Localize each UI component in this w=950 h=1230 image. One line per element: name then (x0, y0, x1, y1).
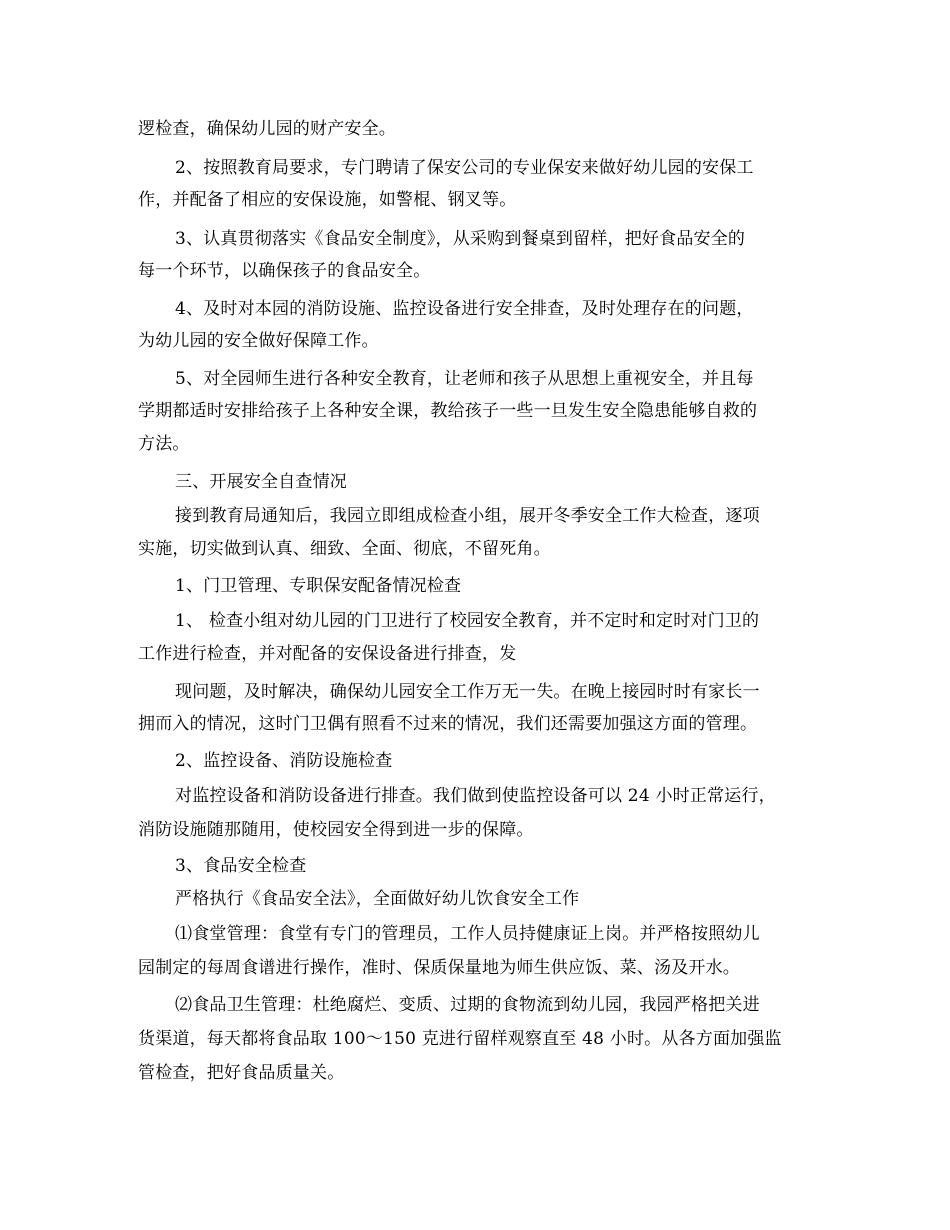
text-line: ⑴食堂管理：食堂有专门的管理员，工作人员持健康证上岗。并严格按照幼儿 (175, 924, 760, 944)
subsection-heading: 2、监控设备、消防设施检查 (175, 751, 393, 771)
text-line: 2、按照教育局要求，专门聘请了保安公司的专业保安来做好幼儿园的安保工 (175, 158, 754, 178)
subsection-heading: 1、门卫管理、专职保安配备情况检查 (175, 576, 462, 596)
text-line: 对监控设备和消防设备进行排查。我们做到使监控设备可以 24 小时正常运行， (175, 786, 776, 806)
text-line: 1、 检查小组对幼儿园的门卫进行了校园安全教育，并不定时和定时对门卫的 (175, 611, 760, 631)
text-line: 为幼儿园的安全做好保障工作。 (138, 331, 379, 351)
text-line: 管检查，把好食品质量关。 (138, 1063, 345, 1083)
text-line: 接到教育局通知后，我园立即组成检查小组，展开冬季安全工作大检查，逐项 (175, 506, 760, 526)
text-line: 现问题，及时解决，确保幼儿园安全工作万无一失。在晚上接园时时有家长一 (175, 682, 760, 702)
text-line: 方法。 (138, 434, 190, 454)
section-heading: 三、开展安全自查情况 (175, 472, 347, 492)
text-line: 货渠道，每天都将食品取 100～150 克进行留样观察直至 48 小时。从各方面加强监 (138, 1029, 782, 1049)
subsection-heading: 3、食品安全检查 (175, 856, 307, 876)
text-line: ⑵食品卫生管理：杜绝腐烂、变质、过期的食物流到幼儿园，我园严格把关进 (175, 995, 760, 1015)
text-line: 3、认真贯彻落实《食品安全制度》，从采购到餐桌到留样，把好食品安全的 (175, 229, 746, 249)
text-line: 4、及时对本园的消防设施、监控设备进行安全排查，及时处理存在的问题， (175, 299, 754, 319)
text-line: 园制定的每周食谱进行操作，准时、保质保量地为师生供应饭、菜、汤及开水。 (138, 958, 740, 978)
text-line: 实施，切实做到认真、细致、全面、彻底，不留死角。 (138, 539, 551, 559)
text-line: 逻检查，确保幼儿园的财产安全。 (138, 119, 396, 139)
text-line: 消防设施随那随用，使校园安全得到进一步的保障。 (138, 820, 534, 840)
text-line: 每一个环节，以确保孩子的食品安全。 (138, 261, 431, 281)
text-line: 学期都适时安排给孩子上各种安全课，教给孩子一些一旦发生安全隐患能够自救的 (138, 401, 758, 421)
text-line: 工作进行检查，并对配备的安保设备进行排查，发 (138, 644, 517, 664)
text-line: 5、对全园师生进行各种安全教育，让老师和孩子从思想上重视安全，并且每 (175, 369, 754, 389)
text-line: 严格执行《食品安全法》，全面做好幼儿饮食安全工作 (175, 889, 580, 909)
text-line: 拥而入的情况，这时门卫偶有照看不过来的情况，我们还需要加强这方面的管理。 (138, 714, 758, 734)
text-line: 作，并配备了相应的安保设施，如警棍、钢叉等。 (138, 190, 517, 210)
